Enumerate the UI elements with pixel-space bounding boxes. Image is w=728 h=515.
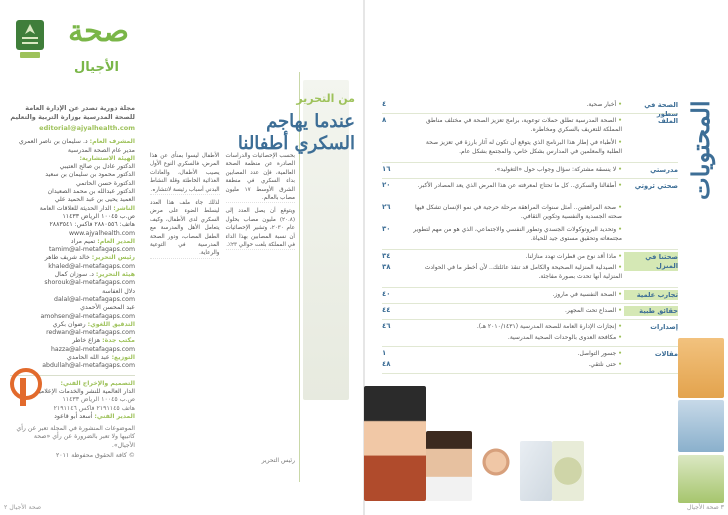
masthead-entry	[10, 246, 135, 254]
toc-section-label[interactable]: صحتي ثروتي	[634, 182, 678, 190]
toc-entries	[382, 306, 622, 317]
masthead-entry	[10, 196, 135, 204]
editorial-title-line-1: عندما يهاجم	[266, 111, 355, 132]
toc-section-row	[382, 100, 678, 118]
photo-petri-dish	[552, 441, 584, 501]
editorial-title	[150, 111, 355, 155]
toc-entries	[382, 349, 622, 371]
masthead-name: تميم مراد	[70, 237, 96, 245]
masthead-name: الدكتور محمود بن سليمان بن سعيد	[45, 171, 135, 179]
masthead-role: التدقيق اللغوي:	[87, 320, 135, 328]
toc-page-number: ٤٨	[382, 360, 391, 368]
design-director-name: أسعد أبو قاعود	[54, 412, 93, 420]
masthead-role: هيئة التحرير:	[95, 271, 135, 279]
toc-entry-text: صحة المراهقين.. أمثل سنوات المراهقة مرحلة حرجية في نمو الإنسان تشكل فيها صحته الجسدية والنفسية وتكوين الثقافي.	[415, 204, 622, 220]
copyright-text: © كافة الحقوق محفوظة ٢٠١١	[55, 451, 135, 459]
editorial-paragraph: الأطفال ليسوا بمنأى عن هذا المرض، فالسكري النوع الأول يصيب الأطفال، والعادات الغذائية الخاطئة وقلة النشاط البدني أسباب رئيسة لانتشاره.	[150, 152, 220, 195]
toc-entry[interactable]	[382, 263, 622, 285]
photo-oral-exam	[520, 441, 552, 501]
toc-entry-text-wrap	[410, 138, 622, 156]
masthead-entry	[10, 163, 135, 171]
publisher-logo-icon	[8, 368, 44, 408]
masthead-name: ص.ب ١٠٠٤٥ الرياض ١١٤٣٣	[62, 212, 135, 220]
masthead-name[interactable]: abdullah@al-metafagaps.com	[42, 362, 135, 370]
toc-entry[interactable]	[382, 116, 622, 138]
toc-entry-text-wrap	[410, 165, 622, 174]
toc-entry[interactable]	[382, 333, 622, 344]
toc-entry[interactable]	[382, 203, 622, 225]
toc-section-label[interactable]: إصدارات	[650, 323, 678, 331]
masthead-entry	[10, 238, 135, 246]
toc-section-label[interactable]: تجارب علمية	[624, 290, 678, 300]
bullet-icon: •	[618, 182, 622, 189]
side-thumbnail-3	[678, 455, 724, 503]
editorial-email-link[interactable]: editorial@ajyalhealth.com	[39, 124, 135, 132]
toc-entry-text-wrap	[410, 252, 622, 261]
masthead-entry	[10, 171, 135, 179]
toc-entry[interactable]	[382, 225, 622, 247]
toc-section-label[interactable]: مدرستي	[650, 166, 678, 174]
toc-section-label[interactable]: حقائق طبية	[624, 306, 678, 316]
toc-page-number: ٣٤	[382, 252, 391, 260]
bullet-icon: •	[618, 350, 622, 357]
toc-page-number: ٤٠	[382, 290, 391, 298]
toc-entries	[382, 116, 622, 160]
toc-entry-text-wrap	[410, 290, 622, 299]
legal-text: الموضوعات المنشورة في المجلة تعبر عن رأي كاتبيها ولا تعبر بالضرورة عن رأي «صحة الأجيال».	[16, 425, 135, 449]
toc-entry-text: جسور التواصل.	[577, 350, 617, 357]
toc-entry[interactable]	[382, 100, 622, 111]
masthead-entry	[10, 221, 135, 229]
toc-page-number: ٢٦	[382, 203, 391, 211]
bullet-icon: •	[618, 101, 622, 108]
masthead-entry	[10, 254, 135, 262]
masthead-name[interactable]: shorouk@al-metafagaps.com	[44, 279, 135, 287]
page-number-left: صحة الأجيال ٢	[4, 504, 42, 511]
masthead-name: عبد الله الحامدي	[66, 354, 110, 362]
toc-entry-text-wrap	[410, 203, 622, 221]
bullet-icon: •	[618, 361, 622, 368]
toc-entry-text: الصيدلية المنزلية الصحيحة والكامل قد تنقذ عائلتك.. لأن أخطر ما في الحوادث المنزلية أنها تحدث بصورة مفاجئة.	[424, 264, 622, 280]
masthead-role: التوزيع:	[111, 354, 135, 362]
toc-entry-text-wrap	[410, 349, 622, 358]
toc-entry[interactable]	[382, 349, 622, 360]
masthead-name: العميد يحيى بن عبد الحميد علي	[54, 196, 135, 204]
toc-section-row	[382, 165, 678, 179]
masthead-name: الدار الحديثة للعلاقات العامة	[39, 204, 112, 212]
toc-entry-text: الأطباء في إطار هذا البرنامج الذي يتوقع أن تكون له آثار بارزة في تعزيز صحة الطلبة والمعلمين في المدارس بشكل خاص، والمجتمع بشكل عام.	[425, 139, 622, 155]
masthead-role: الهيئة الاستشارية:	[79, 154, 135, 162]
masthead-entry	[10, 147, 135, 155]
toc-entry-text: أطفالنا والسكري.. كل ما تحتاج لمعرفته عن هذا المرض الذي يعد المصادر الأكبر.	[417, 182, 617, 189]
toc-page-number: ٨	[382, 116, 387, 124]
toc-entry-text-wrap	[410, 263, 622, 281]
ministry-seal-icon	[14, 18, 46, 60]
design-role: التصميم والإخراج الفني:	[60, 379, 135, 387]
toc-entry-text: الصداع تحت المجهر.	[564, 307, 617, 314]
editorial-kicker: من التحرير	[296, 92, 355, 105]
toc-entry-text: الصحة المدرسية تطلق حملات توعوية، برامج تعزيز الصحة في مختلف مناطق المملكة للتعريف بالسكري ومخاطره.	[425, 117, 622, 133]
toc-entry-text-wrap	[410, 322, 622, 331]
publisher-info	[10, 104, 135, 122]
masthead-name: د. سوزان كمال	[54, 271, 94, 279]
toc-entry-text: أخبار صحية.	[586, 101, 617, 108]
toc-entry-text-wrap	[410, 225, 622, 243]
masthead-entry	[10, 337, 135, 345]
toc-entry-text-wrap	[410, 360, 622, 369]
toc-entry[interactable]	[382, 181, 622, 203]
masthead-entry	[10, 230, 135, 238]
bullet-icon: •	[618, 117, 622, 124]
editorial-paragraph: لذلك جاء ملف هذا العدد ليسلط الضوء على مرض السكري لدى الأطفال، وكيف يتعامل الأهل والمدرسة مع الطفل المصاب، ودور الصحة المدرسية في التوعية والرعاية.	[150, 199, 220, 259]
contents-title: المحتويات	[686, 100, 715, 200]
toc-entries	[382, 322, 622, 344]
design-director-role: المدير الفني:	[94, 412, 135, 420]
side-thumbnail-2	[678, 400, 724, 452]
right-page	[364, 0, 728, 515]
toc-entry[interactable]	[382, 138, 622, 160]
masthead-role: رئيس التحرير:	[91, 254, 135, 262]
logo-subtitle: الأجيال	[74, 60, 119, 75]
masthead-name: الدكتور عبدالله بن محمد الصعيدان	[47, 188, 135, 196]
editorial-header	[150, 92, 355, 155]
side-thumbnail-1	[678, 338, 724, 398]
toc-entry-text-wrap	[410, 116, 622, 134]
toc-page-number: ٤٤	[382, 306, 391, 314]
toc-entry-text: لا ينسقة مشتركة: سؤال وجواب حول «التغوليد».	[494, 166, 617, 173]
toc-entry-text: ماذا أقد نوع من قطرات تهدد منازلنا.	[525, 253, 617, 260]
bullet-icon: •	[618, 307, 622, 314]
toc-entries	[382, 252, 622, 285]
bullet-icon: •	[618, 204, 622, 211]
bullet-icon: •	[618, 291, 622, 298]
masthead-list	[10, 138, 135, 370]
masthead-entry	[10, 304, 135, 312]
toc-entry-text-wrap	[410, 100, 622, 109]
toc-section-row	[382, 322, 678, 347]
masthead-name: د. سليمان بن ناصر العمري	[18, 138, 88, 146]
masthead-entry	[10, 155, 135, 163]
masthead-entry	[10, 138, 135, 146]
toc-entries	[382, 165, 622, 176]
masthead-entry	[10, 329, 135, 337]
magazine-logo	[10, 8, 135, 100]
org-line-2: للصحة المدرسية بوزارة التربية والتعليم	[10, 113, 135, 121]
editorial-paragraph: ويتوقع أن يصل العدد إلى (٢٠.٨) مليون مصاب بحلول عام ٢٠٣٠، وتشير الإحصائيات أن نسبة المصابين بهذا الداء في المملكة بلغت حوالي ٢٣٪.	[226, 207, 296, 250]
masthead-entry	[10, 321, 135, 329]
toc-section-row	[382, 290, 678, 304]
photo-strip	[364, 386, 728, 501]
masthead-entry	[10, 313, 135, 321]
toc-entry-text: إنجازات الإدارة العامة للصحة المدرسية (٢٠١٠/١٤٣١ هـ).	[476, 323, 617, 330]
masthead-name: دلال العفاسة	[102, 287, 135, 295]
toc-section-label[interactable]: صحتنا في المنزل	[624, 252, 678, 271]
masthead-role: الناشر:	[113, 204, 135, 212]
toc-entries	[382, 181, 622, 247]
toc-entries	[382, 100, 622, 111]
toc-page-number: ٢٠	[382, 181, 391, 189]
toc-section-label[interactable]: الملف	[658, 117, 678, 125]
editorial-article	[150, 12, 355, 482]
toc-entry-text: حتى نلتقي.	[588, 361, 617, 368]
toc-page-number: ٣٨	[382, 263, 391, 271]
masthead-entry	[10, 263, 135, 271]
masthead-entry	[10, 279, 135, 287]
masthead-entry	[10, 288, 135, 296]
editorial-signature: رئيس التحرير	[261, 457, 295, 464]
toc-entry[interactable]	[382, 360, 622, 371]
design-name: الدار العالمية للنشر والخدمات الإعلامية	[35, 387, 135, 395]
masthead-entry	[10, 213, 135, 221]
toc-entry-text-wrap	[410, 306, 622, 315]
toc-page-number: ٤٦	[382, 322, 391, 330]
bullet-icon: •	[618, 264, 622, 271]
photo-boy	[364, 386, 426, 501]
bullet-icon: •	[618, 226, 622, 233]
toc-page-number: ١	[382, 349, 387, 357]
masthead-entry	[10, 296, 135, 304]
masthead-name: عبد المحسن الأحمدي	[80, 304, 135, 312]
masthead-name: هزاع خاطر	[72, 337, 101, 345]
toc-entry-text-wrap	[410, 181, 622, 190]
editorial-paragraph: بحسب الإحصائيات والدراسات الصادرة عن منظمة الصحة العالمية، فإن عدد المصابين بداء السكري في منطقة الشرق الأوسط ١٧ مليون مصاب بالعالم.	[226, 152, 296, 203]
masthead-name[interactable]: hazza@al-metafagaps.com	[50, 345, 135, 353]
masthead-role: المدير العام:	[97, 237, 135, 245]
legal-notice	[10, 425, 135, 460]
toc-page-number: ١٦	[382, 165, 391, 173]
toc-section-label[interactable]: مقالات	[654, 350, 678, 358]
bullet-icon: •	[618, 323, 622, 330]
toc-section-row	[382, 116, 678, 163]
toc-page-number: ٤	[382, 100, 387, 108]
masthead-name[interactable]: redwan@al-metafagaps.com	[46, 329, 135, 337]
logo-title: صحة	[68, 14, 129, 49]
masthead-role: مكتب جدة:	[102, 337, 135, 345]
toc-entry[interactable]	[382, 165, 622, 176]
toc-section-row	[382, 252, 678, 288]
photo-smiling-child	[472, 441, 520, 501]
editorial-title-line-2: السكري أطفالنا	[237, 133, 355, 154]
toc-section-row	[382, 306, 678, 320]
masthead-name: خالد شريف طاهر	[44, 254, 90, 262]
masthead	[10, 8, 135, 498]
masthead-name[interactable]: khaled@al-metafagaps.com	[48, 262, 135, 270]
masthead-name[interactable]: www.ajyalhealth.com	[68, 229, 135, 237]
toc-entry-text: وتحديد البروتوكولات الجسدي وتطور النفسي والاجتماعي، الذي هو من مهم لتطوير مجتمعاته وتحقيق مستوى جيد للحياة.	[413, 226, 622, 242]
table-of-contents	[382, 100, 678, 380]
masthead-name: هاتف: ٢٨٨٠٥٥٦ فاكس: ٢٨٨٣٥٤١	[49, 221, 135, 229]
masthead-entry	[10, 180, 135, 188]
bullet-icon: •	[618, 166, 622, 173]
toc-section-row	[382, 181, 678, 250]
bullet-icon: •	[618, 139, 622, 146]
masthead-name: الدكتورة حسن الحاتمي	[75, 179, 135, 187]
masthead-name: رضوان بكري	[52, 320, 86, 328]
masthead-name[interactable]: tamim@al-metafagaps.com	[49, 246, 135, 254]
masthead-entry	[10, 188, 135, 196]
editorial-body	[150, 152, 295, 259]
toc-section-label[interactable]: الصحة في سطور	[644, 101, 678, 118]
masthead-name: الدكتور عادل بن صالح العتيبي	[59, 163, 135, 171]
toc-entries	[382, 290, 622, 301]
masthead-entry	[10, 346, 135, 354]
bullet-icon: •	[618, 334, 622, 341]
page-number-right: ٣ صحة الأجيال	[686, 504, 724, 511]
masthead-name: مدير عام الصحة المدرسية	[67, 146, 135, 154]
toc-entry[interactable]	[382, 322, 622, 333]
photo-coughing-child	[426, 431, 472, 501]
toc-entry[interactable]	[382, 306, 622, 317]
design-address: ص.ب ١٠٠٤٥ الرياض ١١٤٣٣	[62, 396, 135, 404]
toc-entry[interactable]	[382, 252, 622, 263]
masthead-entry	[10, 205, 135, 213]
toc-entry-text: الصحة النفسية في ماروز.	[552, 291, 617, 298]
masthead-name[interactable]: amohsen@al-metafagaps.com	[40, 312, 135, 320]
toc-page-number: ٣٠	[382, 225, 391, 233]
toc-section-row	[382, 349, 678, 374]
masthead-role: المشرف العام:	[89, 138, 135, 146]
toc-entry-text: مكافحة العدوى بالوحدات الصحية المدرسية.	[507, 334, 617, 341]
toc-entry-text-wrap	[410, 333, 622, 342]
toc-entry[interactable]	[382, 290, 622, 301]
design-phone: هاتف ٢١٩١١٤٥ فاكس ٢١٩١١٤٦	[53, 404, 135, 412]
org-line-1: مجلة دورية تصدر عن الإدارة العامة	[25, 104, 135, 112]
bullet-icon: •	[618, 253, 622, 260]
masthead-name[interactable]: dalal@al-metafagaps.com	[54, 295, 135, 303]
